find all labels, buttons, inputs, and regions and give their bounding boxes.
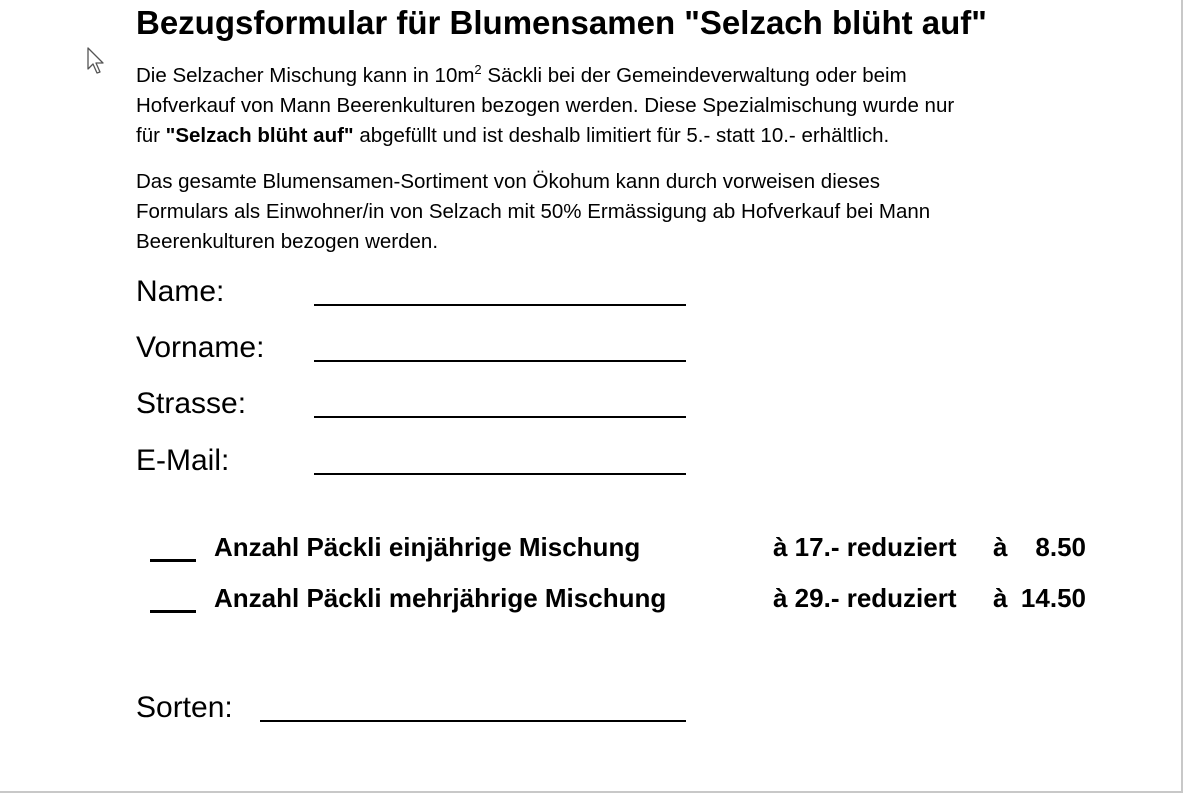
email-blank-line[interactable]	[314, 473, 686, 475]
document-title: Bezugsformular für Blumensamen "Selzach blüht auf"	[136, 4, 987, 41]
order-price: à 17.- reduziert	[773, 532, 957, 562]
order-description: Anzahl Päckli einjährige Mischung	[214, 532, 641, 562]
email-field	[136, 441, 696, 481]
intro-paragraph	[136, 61, 1136, 151]
order-description: Anzahl Päckli mehrjährige Mischung	[214, 583, 667, 613]
order-price: à 29.- reduziert	[773, 583, 957, 613]
quantity-blank-line[interactable]	[150, 610, 196, 613]
discount-line-1: Das gesamte Blumensamen-Sortiment von Ökohum kann durch vorweisen dieses	[136, 170, 881, 193]
discount-line-2: Formulars als Einwohner/in von Selzach mit 50% Ermässigung ab Hofverkauf bei Mann	[136, 200, 931, 223]
vorname-field	[136, 328, 696, 368]
superscript-2: 2	[474, 62, 482, 77]
strasse-field	[136, 384, 696, 424]
name-label: Name:	[136, 275, 225, 308]
vorname-label: Vorname:	[136, 331, 265, 364]
sorten-blank-line[interactable]	[260, 720, 686, 722]
discount-line-3: Beerenkulturen bezogen werden.	[136, 230, 439, 253]
order-row-annual	[150, 530, 1110, 564]
order-row-perennial	[150, 581, 1110, 615]
intro-line-2: Hofverkauf von Mann Beerenkulturen bezogen werden. Diese Spezialmischung wurde nur	[136, 94, 955, 117]
mouse-pointer-icon	[87, 47, 107, 75]
order-reduced-price: 14.50	[1020, 583, 1086, 613]
strasse-label: Strasse:	[136, 387, 247, 420]
discount-paragraph	[136, 167, 1136, 257]
order-a: à	[993, 532, 1008, 562]
campaign-name-bold: "Selzach blüht auf"	[165, 124, 354, 147]
order-reduced-price: 8.50	[1035, 532, 1086, 562]
intro-line-3: für "Selzach blüht auf" abgefüllt und ist deshalb limitiert für 5.- statt 10.- erhältlich.	[136, 124, 890, 147]
intro-line-1: Die Selzacher Mischung kann in $10m^2$ Säckli bei der Gemeindeverwaltung oder beim	[136, 62, 907, 87]
vorname-blank-line[interactable]	[314, 360, 686, 362]
name-field	[136, 272, 696, 312]
sorten-field	[136, 688, 696, 728]
strasse-blank-line[interactable]	[314, 416, 686, 418]
sorten-label: Sorten:	[136, 691, 233, 724]
quantity-blank-line[interactable]	[150, 559, 196, 562]
name-blank-line[interactable]	[314, 304, 686, 306]
order-a: à	[993, 583, 1008, 613]
email-label: E-Mail:	[136, 444, 230, 477]
